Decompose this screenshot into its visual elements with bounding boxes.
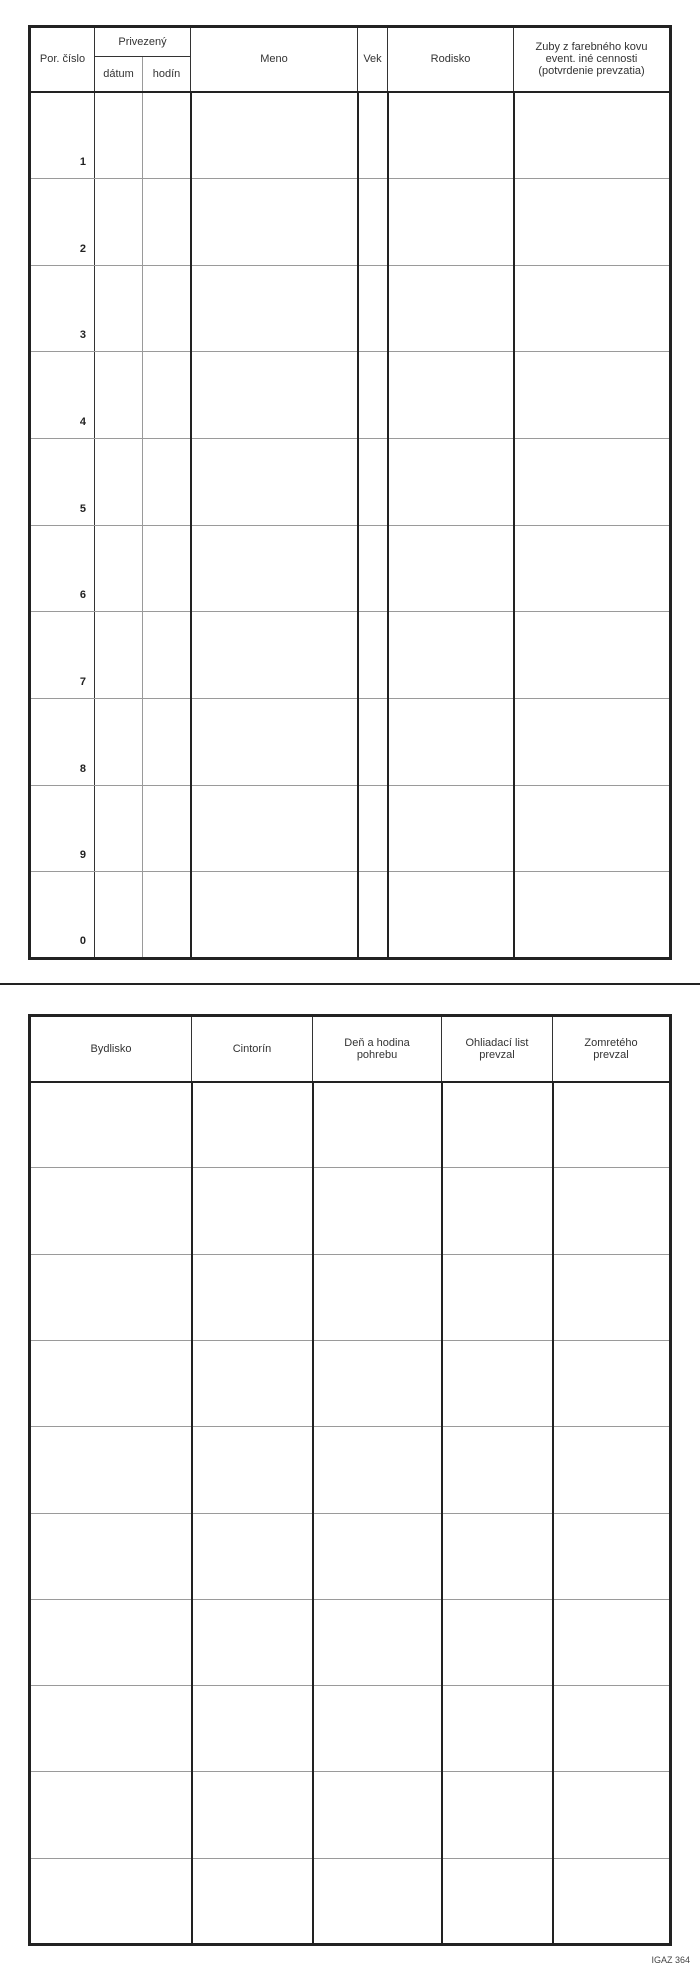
table-row <box>30 698 671 785</box>
cell-ohliadaci-list[interactable] <box>442 1858 553 1944</box>
cell-vek[interactable] <box>358 352 388 439</box>
cell-meno[interactable] <box>191 525 358 612</box>
table-row <box>30 1341 671 1427</box>
header-den-hodina <box>313 1016 442 1082</box>
header-ohliadaci-line1: Ohliadací list <box>465 1036 529 1049</box>
row-number: 9 <box>30 785 95 872</box>
cell-zomreteho[interactable] <box>553 1772 671 1858</box>
cell-meno[interactable] <box>191 872 358 959</box>
cell-den-hodina[interactable] <box>313 1082 442 1168</box>
table-row <box>30 1599 671 1685</box>
header-meno: Meno <box>191 27 358 92</box>
cell-hodin[interactable] <box>143 785 191 872</box>
cell-meno[interactable] <box>191 698 358 785</box>
form-code: IGAZ 364 <box>651 1955 690 1965</box>
cell-cintorin[interactable] <box>192 1168 313 1254</box>
cell-ohliadaci-list[interactable] <box>442 1168 553 1254</box>
cell-hodin[interactable] <box>143 698 191 785</box>
cell-bydlisko[interactable] <box>30 1168 192 1254</box>
table-row <box>30 872 671 959</box>
cell-zuby[interactable] <box>514 612 671 699</box>
cell-rodisko[interactable] <box>388 872 514 959</box>
cell-rodisko[interactable] <box>388 785 514 872</box>
cell-rodisko[interactable] <box>388 179 514 266</box>
row-number: 5 <box>30 439 95 526</box>
cell-zomreteho[interactable] <box>553 1341 671 1427</box>
cell-zuby[interactable] <box>514 265 671 352</box>
cell-den-hodina[interactable] <box>313 1168 442 1254</box>
cell-cintorin[interactable] <box>192 1082 313 1168</box>
cell-meno[interactable] <box>191 179 358 266</box>
cell-bydlisko[interactable] <box>30 1599 192 1685</box>
cell-cintorin[interactable] <box>192 1772 313 1858</box>
header-zomreteho-line1: Zomretého <box>584 1036 638 1049</box>
row-number: 1 <box>30 92 95 179</box>
cell-ohliadaci-list[interactable] <box>442 1254 553 1340</box>
header-ohliadaci-list <box>442 1016 553 1082</box>
cell-vek[interactable] <box>358 698 388 785</box>
cell-meno[interactable] <box>191 265 358 352</box>
cell-bydlisko[interactable] <box>30 1858 192 1944</box>
cell-den-hodina[interactable] <box>313 1341 442 1427</box>
header-den-line2: pohrebu <box>356 1048 398 1061</box>
cell-zomreteho[interactable] <box>553 1686 671 1772</box>
header-por-cislo: Por. číslo <box>30 27 95 92</box>
cell-zomreteho[interactable] <box>553 1254 671 1340</box>
table-row <box>30 1513 671 1599</box>
header-vek: Vek <box>358 27 388 92</box>
cell-hodin[interactable] <box>143 265 191 352</box>
row-number: 0 <box>79 935 86 947</box>
cell-datum[interactable] <box>95 265 143 352</box>
cell-meno[interactable] <box>191 439 358 526</box>
cell-ohliadaci-list[interactable] <box>442 1341 553 1427</box>
cell-vek[interactable] <box>358 92 388 179</box>
header-zuby-line3: (potvrdenie prevzatia) <box>538 65 645 78</box>
cell-rodisko[interactable] <box>388 92 514 179</box>
cell-hodin[interactable] <box>143 872 191 959</box>
header-hodin: hodín <box>143 57 191 92</box>
cell-den-hodina[interactable] <box>313 1772 442 1858</box>
table-row <box>30 1772 671 1858</box>
cell-rodisko[interactable] <box>388 439 514 526</box>
row-number: 6 <box>30 525 95 612</box>
cell-zuby[interactable] <box>514 92 671 179</box>
header-zuby-line1: Zuby z farebného kovu <box>535 41 648 54</box>
cell-cintorin[interactable] <box>192 1686 313 1772</box>
table-row <box>30 352 671 439</box>
cell-datum[interactable] <box>95 179 143 266</box>
header-datum: dátum <box>95 57 143 92</box>
cell-datum[interactable] <box>95 612 143 699</box>
cell-ohliadaci-list[interactable] <box>442 1082 553 1168</box>
cell-rodisko[interactable] <box>388 612 514 699</box>
cell-ohliadaci-list[interactable] <box>442 1772 553 1858</box>
cell-datum[interactable] <box>95 698 143 785</box>
cell-den-hodina[interactable] <box>313 1254 442 1340</box>
cell-zuby[interactable] <box>514 352 671 439</box>
cell-rodisko[interactable] <box>388 352 514 439</box>
header-privezeny: Privezený <box>95 27 191 57</box>
cell-den-hodina[interactable] <box>313 1513 442 1599</box>
page-separator <box>0 983 700 985</box>
cell-den-hodina[interactable] <box>313 1686 442 1772</box>
cell-bydlisko[interactable] <box>30 1513 192 1599</box>
cell-vek[interactable] <box>358 785 388 872</box>
cell-vek[interactable] <box>358 872 388 959</box>
cell-vek[interactable] <box>358 439 388 526</box>
cell-zuby[interactable] <box>514 698 671 785</box>
cell-zuby[interactable] <box>514 525 671 612</box>
cell-hodin[interactable] <box>143 612 191 699</box>
cell-hodin[interactable] <box>143 525 191 612</box>
header-zuby <box>514 27 671 92</box>
cell-zomreteho[interactable] <box>553 1082 671 1168</box>
cell-vek[interactable] <box>358 525 388 612</box>
row-number: 8 <box>30 698 95 785</box>
table-row <box>30 265 671 352</box>
cell-hodin[interactable] <box>143 179 191 266</box>
table-row <box>30 525 671 612</box>
table-row <box>30 92 671 179</box>
row-number: 4 <box>30 352 95 439</box>
cell-den-hodina[interactable] <box>313 1427 442 1513</box>
table-row <box>30 1686 671 1772</box>
cell-meno[interactable] <box>191 612 358 699</box>
cell-zomreteho[interactable] <box>553 1168 671 1254</box>
table-row <box>30 439 671 526</box>
cell-bydlisko[interactable] <box>30 1772 192 1858</box>
cell-vek[interactable] <box>358 179 388 266</box>
table-row <box>30 1254 671 1340</box>
cell-zuby[interactable] <box>514 179 671 266</box>
cell-vek[interactable] <box>358 265 388 352</box>
cell-bydlisko[interactable] <box>30 1254 192 1340</box>
cell-cintorin[interactable] <box>192 1599 313 1685</box>
table-row <box>30 612 671 699</box>
header-zomreteho-line2: prevzal <box>593 1048 629 1061</box>
header-cintorin: Cintorín <box>192 1016 313 1082</box>
table-row <box>30 1427 671 1513</box>
cell-hodin[interactable] <box>143 352 191 439</box>
cell-cintorin[interactable] <box>192 1427 313 1513</box>
cell-bydlisko[interactable] <box>30 1082 192 1168</box>
header-ohliadaci-line2: prevzal <box>479 1048 515 1061</box>
header-zomreteho <box>553 1016 671 1082</box>
cell-cintorin[interactable] <box>192 1341 313 1427</box>
cell-cintorin[interactable] <box>192 1513 313 1599</box>
cell-zuby[interactable] <box>514 872 671 959</box>
cell-datum[interactable] <box>95 872 143 959</box>
header-den-line1: Deň a hodina <box>344 1036 410 1049</box>
cell-bydlisko[interactable] <box>30 1341 192 1427</box>
table-row <box>30 1082 671 1168</box>
cell-vek[interactable] <box>358 612 388 699</box>
cell-bydlisko[interactable] <box>30 1427 192 1513</box>
cell-meno[interactable] <box>191 785 358 872</box>
cell-ohliadaci-list[interactable] <box>442 1513 553 1599</box>
cell-zuby[interactable] <box>514 439 671 526</box>
cell-zomreteho[interactable] <box>553 1513 671 1599</box>
cell-datum[interactable] <box>95 785 143 872</box>
cell-den-hodina[interactable] <box>313 1858 442 1944</box>
header-rodisko: Rodisko <box>388 27 514 92</box>
cell-hodin[interactable] <box>143 439 191 526</box>
table-row <box>30 1168 671 1254</box>
row-number: 7 <box>30 612 95 699</box>
table-row <box>30 785 671 872</box>
cell-ohliadaci-list[interactable] <box>442 1427 553 1513</box>
header-bydlisko: Bydlisko <box>30 1016 192 1082</box>
table-row <box>30 179 671 266</box>
cell-zomreteho[interactable] <box>553 1858 671 1944</box>
cell-hodin[interactable] <box>143 92 191 179</box>
register-table-top <box>28 25 672 960</box>
cell-den-hodina[interactable] <box>313 1599 442 1685</box>
cell-bydlisko[interactable] <box>30 1686 192 1772</box>
cell-datum[interactable] <box>95 525 143 612</box>
row-number: 3 <box>30 265 95 352</box>
cell-meno[interactable] <box>191 92 358 179</box>
cell-zuby[interactable] <box>514 785 671 872</box>
header-zuby-line2: event. iné cennosti <box>545 53 638 66</box>
cell-rodisko[interactable] <box>388 265 514 352</box>
cell-zomreteho[interactable] <box>553 1427 671 1513</box>
cell-meno[interactable] <box>191 352 358 439</box>
cell-rodisko[interactable] <box>388 525 514 612</box>
cell-datum[interactable] <box>95 92 143 179</box>
cell-rodisko[interactable] <box>388 698 514 785</box>
cell-zomreteho[interactable] <box>553 1599 671 1685</box>
cell-cintorin[interactable] <box>192 1254 313 1340</box>
table-row <box>30 1858 671 1944</box>
row-number: 2 <box>30 179 95 266</box>
cell-ohliadaci-list[interactable] <box>442 1599 553 1685</box>
cell-cintorin[interactable] <box>192 1858 313 1944</box>
cell-ohliadaci-list[interactable] <box>442 1686 553 1772</box>
cell-datum[interactable] <box>95 352 143 439</box>
cell-datum[interactable] <box>95 439 143 526</box>
register-table-bottom <box>28 1014 672 1946</box>
